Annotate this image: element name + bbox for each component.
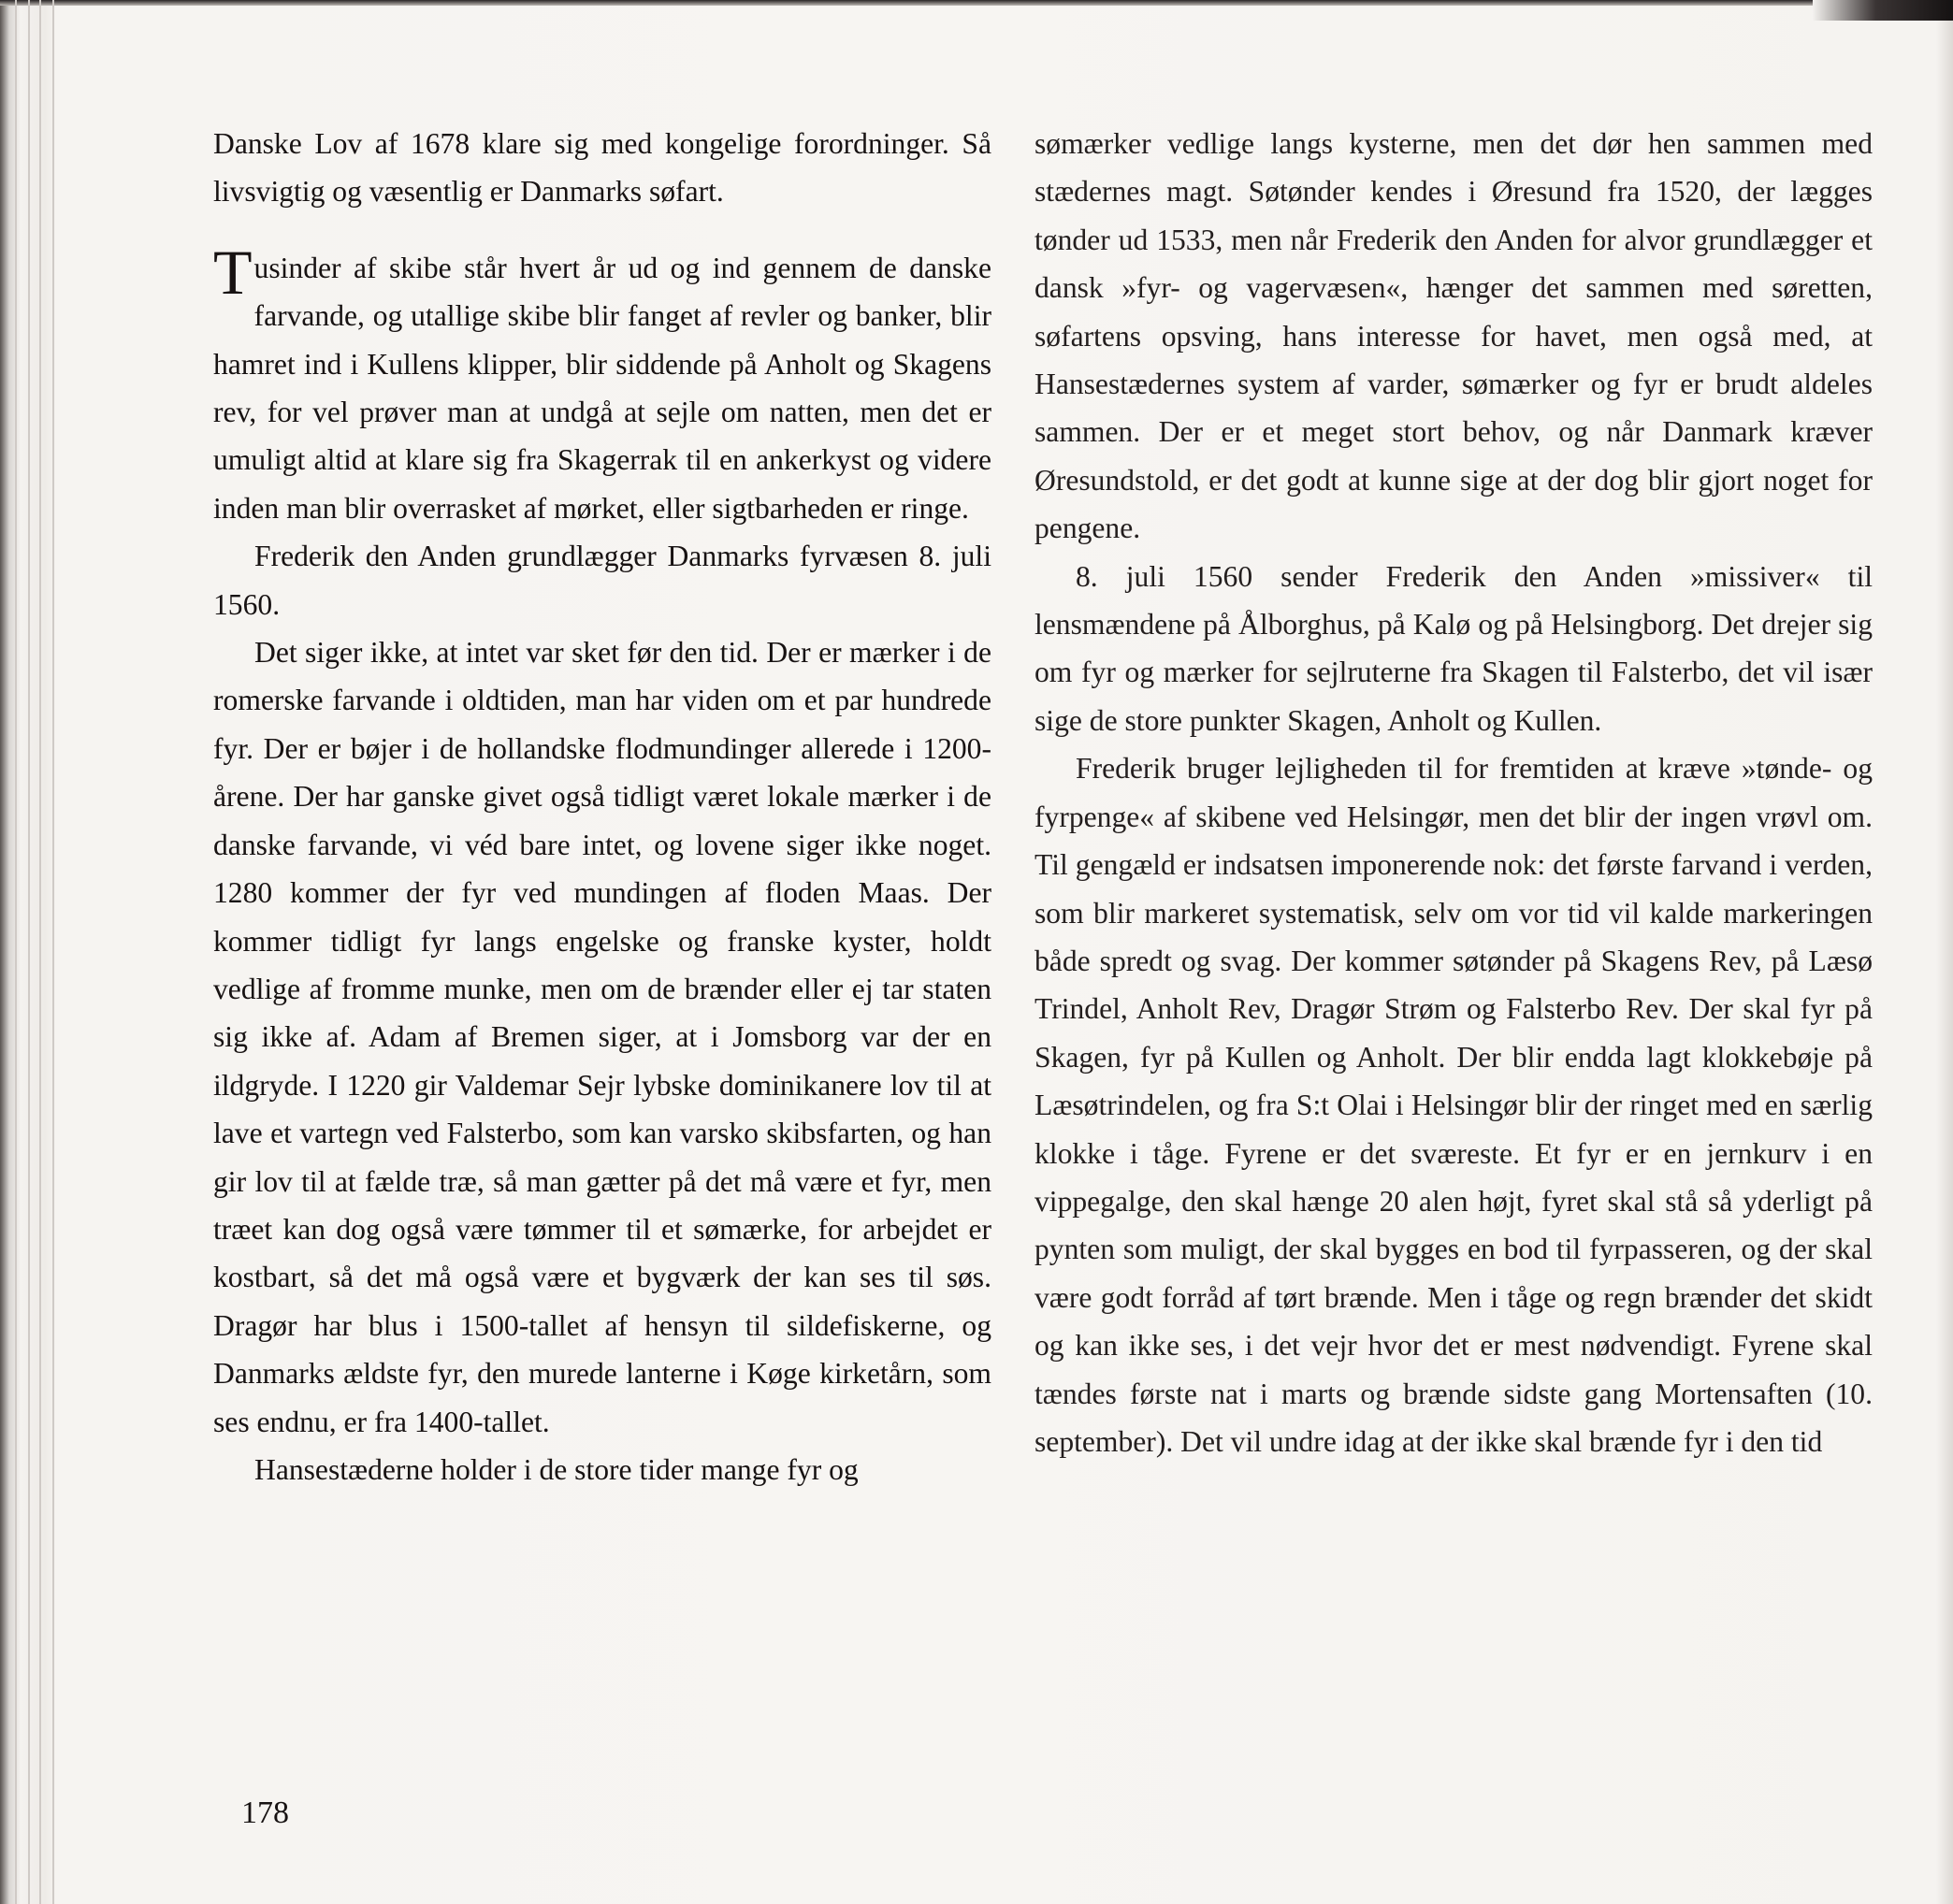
top-right-dark-corner bbox=[1813, 0, 1953, 21]
right-paragraph-2: 8. juli 1560 sender Frederik den Anden »missiver« til lensmændene på Ålborghus, på Kalø og på Helsingborg. Det drejer sig om fyr og mærker for sejlruterne fra Skagen til Falsterbo, det vil især sige de store punkter Skagen, Anholt og Kullen. bbox=[1034, 559, 1873, 737]
left-paragraph-3: Frederik den Anden grundlægger Danmarks fyrvæsen 8. juli 1560. bbox=[213, 540, 991, 621]
left-paragraph-5: Hansestæderne holder i de store tider mange fyr og bbox=[254, 1452, 859, 1486]
page-edge-line bbox=[15, 0, 17, 1904]
page-edge-line bbox=[28, 0, 30, 1904]
top-edge-shadow bbox=[0, 0, 1953, 6]
left-text-column bbox=[213, 120, 991, 1493]
left-paragraph-1: Danske Lov af 1678 klare sig med kongelige forordninger. Så livsvigtig og væsentlig er Danmarks søfart. bbox=[213, 127, 991, 209]
left-paragraph-2-with-drop-cap bbox=[213, 236, 991, 532]
left-paragraph-4: Det siger ikke, at intet var sket før den tid. Der er mærker i de romerske farvande i oldtiden, man har viden om et par hundrede fyr. Der er bøjer i de hollandske flodmundinger allerede i 1200-årene. Der har ganske givet også tidligt været lokale mærker i de danske farvande, vi véd bare intet, og lovene siger ikke noget. 1280 kommer der fyr ved mundingen af floden Maas. Der kommer tidligt fyr langs engelske og franske kyster, holdt vedlige af fromme munke, men om de brænder eller ej tar staten sig ikke af. Adam af Bremen siger, at i Jomsborg var der en ildgryde. I 1220 gir Valdemar Sejr lybske dominikanere lov til at lave et vartegn ved Falsterbo, som kan varsko skibsfarten, og han gir lov til at fælde træ, så man gætter på det må være et fyr, men træet kan dog også være tømmer til et sømærke, for arbejdet er kostbart, så det må også være et bygværk der kan ses til søs. Dragør har blus i 1500-tallet af hensyn til sildefiskerne, og Danmarks ældste fyr, den murede lanterne i Køge kirketårn, som ses endnu, er fra 1400-tallet. bbox=[213, 636, 991, 1438]
page-edge-line bbox=[39, 0, 41, 1904]
right-paragraph-1: sømærker vedlige langs kysterne, men det dør hen sammen med stædernes magt. Søtønder kendes i Øresund fra 1520, der lægges tønder ud 1533, men når Frederik den Anden for alvor grundlægger et dansk »fyr- og vagervæsen«, hænger det sammen med søretten, søfartens opsving, hans interesse for havet, men også med, at Hansestædernes system af varder, sømærker og fyr er brudt aldeles sammen. Der er et meget stort behov, og når Danmark kræver Øresundstold, er det godt at kunne sige at der dog blir gjort noget for pengene. bbox=[1034, 127, 1873, 545]
left-paragraph-2: usinder af skibe står hvert år ud og ind gennem de danske farvande, og utallige skibe blir fanget af revler og banker, blir hamret ind i Kullens klipper, blir siddende på Anholt og Skagens rev, for vel prøver man at undgå at sejle om natten, men det er umuligt altid at klare sig fra Skagerrak til en ankerkyst og videre inden man blir overrasket af mørket, eller sigtbarheden er ringe. bbox=[213, 251, 991, 525]
right-paragraph-3: Frederik bruger lejligheden til for fremtiden at kræve »tønde- og fyrpenge« af skibene ved Helsingør, men det blir der ingen vrøvl om. Til gengæld er indsatsen imponerende nok: det første farvand i verden, som blir markeret systematisk, selv om vor tid vil kalde markeringen både spredt og svag. Der kommer søtønder på Skagens Rev, på Læsø Trindel, Anholt Rev, Dragør Strøm og Falsterbo Rev. Der skal fyr på Skagen, fyr på Kullen og Anholt. Der blir endda lagt klokkebøje på Læsøtrindelen, og fra S:t Olai i Helsingør blir der ringet med en særlig klokke i tåge. Fyrene er det sværeste. Et fyr er en jernkurv i en vippegalge, den skal hænge 20 alen højt, fyret skal stå så yderligt på pynten som muligt, der skal bygges en bod til fyrpasseren, og der skal være godt forråd af tørt brænde. Men i tåge og regn brænder det skidt og kan ikke ses, i det vejr hvor det er mest nødvendigt. Fyrene skal tændes første nat i marts og brænde sidste gang Mortensaften (10. september). Det vil undre idag at der ikke skal brænde fyr i den tid bbox=[1034, 752, 1873, 1458]
drop-cap: T bbox=[213, 236, 253, 308]
right-text-column bbox=[1034, 120, 1873, 1465]
page-edge-line bbox=[52, 0, 54, 1904]
page-number: 178 bbox=[241, 1796, 289, 1830]
page-stack-edges bbox=[0, 0, 65, 1904]
